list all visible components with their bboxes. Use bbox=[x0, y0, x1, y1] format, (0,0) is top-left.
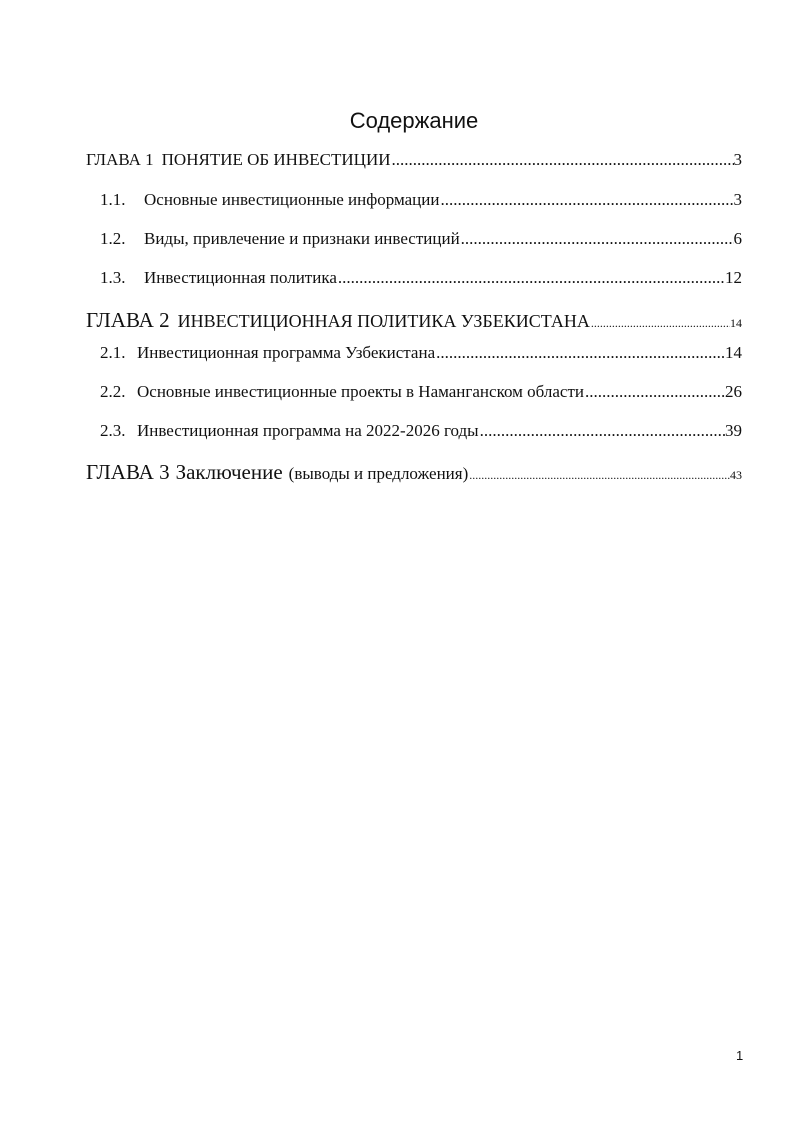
toc-leader-dots bbox=[392, 150, 734, 170]
toc-page-number: 43 bbox=[730, 468, 742, 482]
toc-number: 1.3. bbox=[100, 268, 126, 287]
toc-entry-2-3[interactable] bbox=[100, 421, 742, 441]
toc-page-number: 26 bbox=[725, 382, 742, 401]
toc-label: Основные инвестиционные информации bbox=[144, 190, 440, 209]
toc-number: 2.3. bbox=[100, 421, 126, 440]
toc-leader-dots bbox=[338, 268, 725, 288]
toc-leader-dots bbox=[440, 190, 733, 210]
toc-label: Основные инвестиционные проекты в Наманганском области bbox=[137, 382, 584, 401]
toc-label-tail: (выводы и предложения) bbox=[288, 464, 469, 483]
toc-label: ИНВЕСТИЦИОННАЯ ПОЛИТИКА УЗБЕКИСТАНА bbox=[177, 311, 590, 331]
toc-entry-chapter-3[interactable] bbox=[86, 460, 742, 485]
toc-number: 2.1. bbox=[100, 343, 126, 362]
toc-entry-1-2[interactable] bbox=[100, 229, 742, 249]
toc-entry-chapter-1[interactable] bbox=[86, 150, 742, 170]
toc-page-number: 14 bbox=[730, 316, 742, 330]
toc-leader-dots bbox=[461, 229, 734, 249]
toc-label: Инвестиционная политика bbox=[144, 268, 337, 287]
toc-number: ГЛАВА 1 bbox=[86, 150, 154, 169]
toc-leader-dots bbox=[469, 468, 730, 483]
toc-entry-1-3[interactable] bbox=[100, 268, 742, 288]
toc-page-number: 39 bbox=[725, 421, 742, 440]
toc-page-number: 3 bbox=[733, 190, 742, 209]
toc-page-number: 3 bbox=[733, 150, 742, 169]
toc-number: ГЛАВА 3 bbox=[86, 460, 170, 484]
toc-number: ГЛАВА 2 bbox=[86, 308, 170, 332]
toc-number: 2.2. bbox=[100, 382, 126, 401]
toc-number: 1.1. bbox=[100, 190, 126, 209]
toc-entry-chapter-2[interactable] bbox=[86, 308, 742, 333]
toc-label: Заключение bbox=[175, 460, 283, 484]
toc-leader-dots bbox=[585, 382, 725, 402]
toc-entry-1-1[interactable] bbox=[100, 190, 742, 210]
toc-label: Инвестиционная программа Узбекистана bbox=[137, 343, 436, 362]
toc-leader-dots bbox=[480, 421, 725, 441]
toc-entry-2-2[interactable] bbox=[100, 382, 742, 402]
toc-leader-dots bbox=[591, 316, 730, 331]
toc-label: ПОНЯТИЕ ОБ ИНВЕСТИЦИИ bbox=[161, 150, 391, 169]
toc-leader-dots bbox=[436, 343, 725, 363]
toc-page-number: 12 bbox=[725, 268, 742, 287]
toc-title: Содержание bbox=[349, 108, 479, 133]
page-number: 1 bbox=[736, 1048, 744, 1063]
toc-page-number: 6 bbox=[733, 229, 742, 248]
toc-page-number: 14 bbox=[725, 343, 742, 362]
toc-label: Виды, привлечение и признаки инвестиций bbox=[144, 229, 460, 248]
toc-entry-2-1[interactable] bbox=[100, 343, 742, 363]
toc-label: Инвестиционная программа на 2022-2026 годы bbox=[137, 421, 479, 440]
toc-number: 1.2. bbox=[100, 229, 126, 248]
